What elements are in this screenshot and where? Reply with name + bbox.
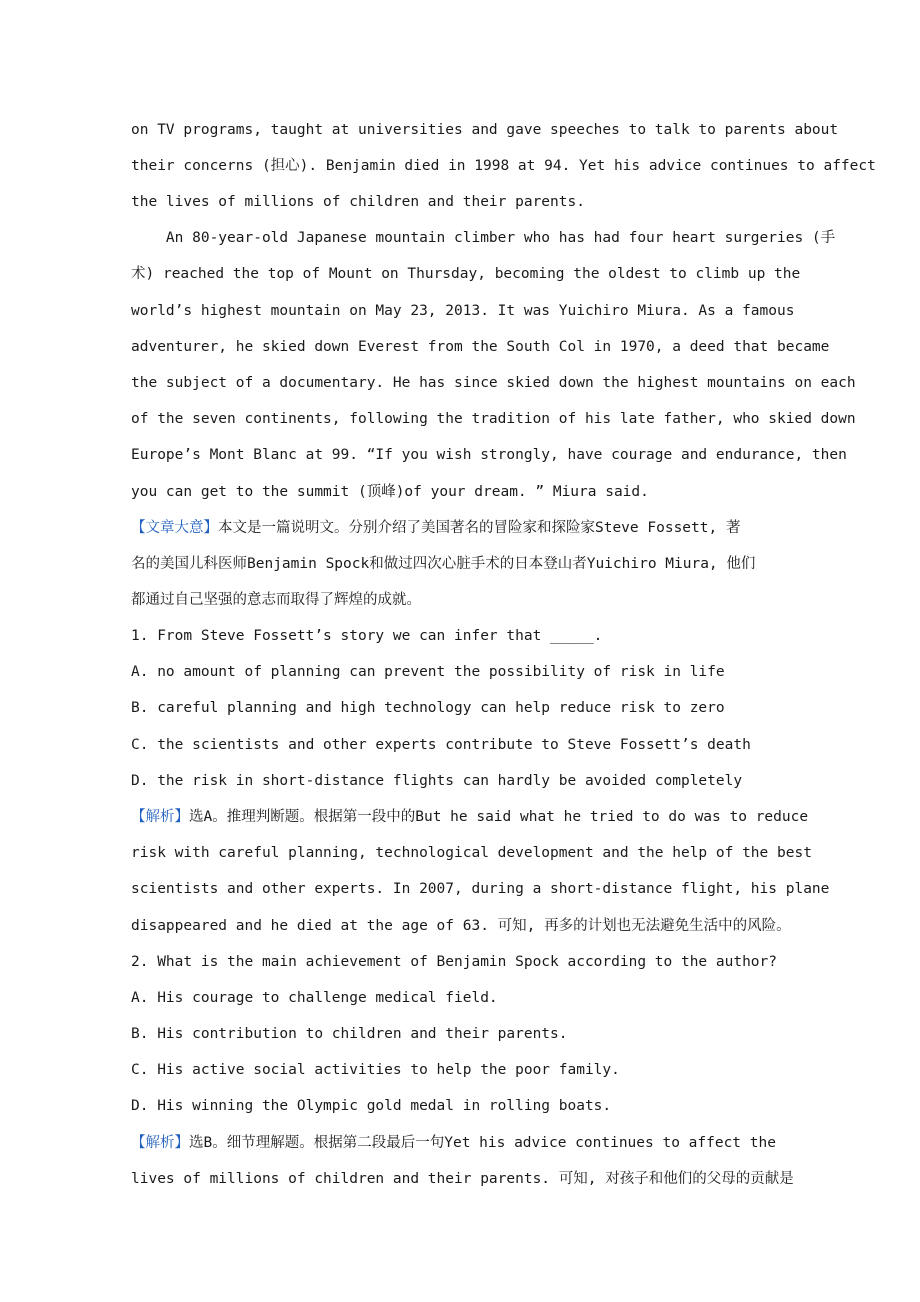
analysis-line: risk with careful planning, technological development and the help of the best [131, 845, 812, 861]
summary-line: 名的美国儿科医师Benjamin Spock和做过四次心脏手术的日本登山者Yuichiro Miura, 他们 [131, 556, 756, 572]
summary-line [131, 516, 740, 540]
passage-line: world’s highest mountain on May 23, 2013. It was Yuichiro Miura. As a famous [131, 303, 795, 319]
summary-text: 本文是一篇说明文。分别介绍了美国著名的冒险家和探险家Steve Fossett, 著 [218, 520, 741, 536]
question-option: B. His contribution to children and their parents. [131, 1026, 568, 1042]
summary-line: 都通过自己坚强的意志而取得了辉煌的成就。 [131, 592, 421, 608]
summary-tag: 【文章大意】 [131, 520, 218, 536]
passage-line: on TV programs, taught at universities and gave speeches to talk to parents about [131, 122, 839, 138]
analysis-line [131, 1131, 776, 1155]
passage-line: you can get to the summit (顶峰)of your dream. ” Miura said. [131, 484, 649, 500]
passage-line: the lives of millions of children and their parents. [131, 194, 585, 210]
passage-line: of the seven continents, following the tradition of his late father, who skied down [131, 411, 856, 427]
question-option: B. careful planning and high technology can help reduce risk to zero [131, 700, 725, 716]
question-option: C. the scientists and other experts contribute to Steve Fossett’s death [131, 737, 751, 753]
question-option: C. His active social activities to help the poor family. [131, 1062, 620, 1078]
analysis-text: 选B。细节理解题。根据第二段最后一句Yet his advice continues to affect the [189, 1135, 776, 1151]
analysis-text: 选A。推理判断题。根据第一段中的But he said what he tried to do was to reduce [189, 809, 809, 825]
question-stem: 2. What is the main achievement of Benjamin Spock according to the author? [131, 954, 778, 970]
analysis-line: lives of millions of children and their parents. 可知, 对孩子和他们的父母的贡献是 [131, 1171, 794, 1187]
passage-line: Europe’s Mont Blanc at 99. “If you wish strongly, have courage and endurance, then [131, 447, 847, 463]
analysis-tag: 【解析】 [131, 1135, 189, 1151]
analysis-line [131, 805, 808, 829]
question-stem: 1. From Steve Fossett’s story we can infer that _____. [131, 628, 603, 644]
analysis-line: scientists and other experts. In 2007, during a short-distance flight, his plane [131, 881, 830, 897]
passage-line: 术) reached the top of Mount on Thursday, becoming the oldest to climb up the [131, 266, 801, 282]
passage-line: the subject of a documentary. He has since skied down the highest mountains on each [131, 375, 856, 391]
question-option: D. the risk in short-distance flights can hardly be avoided completely [131, 773, 743, 789]
passage-line: their concerns (担心). Benjamin died in 1998 at 94. Yet his advice continues to affect [131, 158, 876, 174]
question-option: A. His courage to challenge medical field. [131, 990, 498, 1006]
passage-line: adventurer, he skied down Everest from the South Col in 1970, a deed that became [131, 339, 830, 355]
analysis-tag: 【解析】 [131, 809, 189, 825]
question-option: A. no amount of planning can prevent the possibility of risk in life [131, 664, 725, 680]
analysis-line: disappeared and he died at the age of 63. 可知, 再多的计划也无法避免生活中的风险。 [131, 918, 791, 934]
passage-line: An 80-year-old Japanese mountain climber who has had four heart surgeries (手 [131, 230, 836, 246]
question-option: D. His winning the Olympic gold medal in rolling boats. [131, 1098, 612, 1114]
